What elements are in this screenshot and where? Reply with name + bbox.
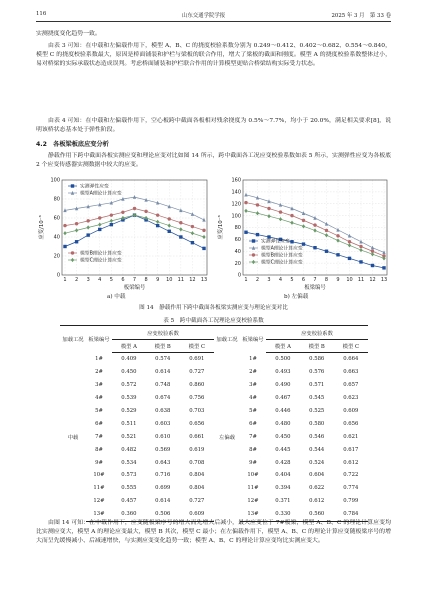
x-tick-label: 3 (86, 277, 90, 283)
x-tick-label: 2 (255, 277, 260, 283)
data-point (98, 223, 101, 227)
x-tick-label: 1 (244, 277, 248, 283)
data-point (256, 203, 259, 206)
paragraph-4: 由图 14 可知：在中载作用下，应变随板梁序号的增大而先增大后减小，最大应变位于 7#板梁，模型 A、B、C 的理论计算应变均比实测应变大，模型 A 的理论应变最大，模型 B 其次，模型 C 最小；在左偏载作用下，模型 A、B、C 的理论计算应变随板梁序号的增大而呈先缓慢减小、后减速增快，与实测应变变化趋势一致；模型 A、B、C 的理论计算应变均比实测应变大。 (36, 520, 391, 545)
data-point (191, 241, 194, 244)
y-tick-label: 40 (234, 248, 241, 255)
cell-value: 0.446 (275, 408, 291, 414)
beam-number: 11# (247, 485, 259, 492)
y-tick-label: 20 (53, 253, 60, 260)
cell-value: 0.525 (309, 408, 325, 414)
condition-left-eccentric: 左偏载 (219, 434, 235, 441)
x-tick-label: 11 (177, 277, 185, 283)
cell-value: 0.467 (275, 395, 291, 402)
paragraph-0: 实测挠度变化趋势一致。 (36, 31, 101, 37)
cell-value: 0.727 (189, 498, 205, 505)
beam-number: 1# (95, 356, 103, 363)
header-group-left: 应变校验系数 (112, 326, 214, 340)
y-tick-label: 100 (50, 177, 60, 184)
x-tick-label: 7 (313, 277, 317, 283)
data-point (244, 231, 247, 234)
legend-label: 模型C理论计算应变 (261, 260, 303, 266)
data-point (302, 224, 305, 228)
cell-value: 0.661 (189, 433, 205, 440)
cell-value: 0.371 (275, 498, 291, 505)
beam-number: 5# (249, 408, 257, 414)
cell-value: 0.603 (155, 420, 171, 427)
x-tick-label: 10 (166, 277, 173, 283)
beam-number: 4# (249, 395, 257, 402)
data-point (359, 248, 362, 252)
data-point (290, 221, 293, 225)
data-point (290, 214, 293, 217)
subcaption-a: a) 中载 (107, 294, 126, 300)
data-point (348, 257, 351, 260)
data-point (179, 235, 182, 238)
data-point (267, 214, 270, 218)
cell-value: 0.774 (343, 485, 359, 492)
data-point (202, 247, 205, 250)
beam-number: 5# (95, 408, 103, 414)
cell-value: 0.799 (343, 498, 359, 505)
header-beam: 板梁编号 (86, 326, 112, 353)
cell-value: 0.572 (121, 382, 137, 389)
cell-value: 0.571 (309, 382, 325, 389)
cell-value: 0.545 (309, 395, 325, 402)
data-point (86, 233, 89, 236)
x-tick-label: 11 (357, 277, 365, 283)
data-point (279, 217, 282, 221)
cell-value: 0.612 (343, 459, 359, 466)
beam-number: 6# (249, 420, 257, 427)
y-tick-label: 100 (231, 213, 241, 220)
paragraph-1: 由表 3 可知：在中载和左偏载作用下，模型 A、B、C 的挠度校验系数分别为 0.249～0.412、0.402～0.682、0.554～0.840，模型 C 的挠度校验系数最大，原因是桥面铺装和护栏与梁板的联合作用，增大了梁板的截面和刚度。模型 A 的挠度校验系数整体过小，易对桥梁的实际承载状态造成误判。考虑桥面铺装和护栏联合作用的计算模型更贴合桥梁结构实际受力状态。 (36, 43, 391, 68)
cell-value: 0.656 (343, 420, 359, 427)
data-point (133, 195, 136, 199)
header-model-a: 模型 A (112, 340, 146, 353)
chart-mid-load (36, 176, 211, 291)
x-tick-label: 9 (156, 277, 160, 283)
x-tick-label: 13 (200, 277, 208, 283)
data-point (179, 221, 182, 224)
table-title: 表 5 跨中截面各工况理论应变校验系数 (163, 318, 264, 324)
x-tick-label: 4 (278, 277, 283, 283)
beam-number: 13# (86, 508, 112, 521)
cell-value: 0.804 (189, 485, 205, 492)
data-point (371, 246, 374, 250)
cell-value: 0.445 (275, 446, 291, 453)
data-point (371, 252, 374, 256)
beam-number: 6# (95, 420, 103, 427)
x-tick-label: 6 (301, 277, 306, 283)
cell-value: 0.330 (266, 508, 300, 521)
beam-number: 10# (93, 472, 105, 479)
data-point (202, 235, 205, 239)
beam-number: 8# (95, 446, 103, 453)
cell-value: 0.576 (309, 369, 325, 376)
header-model-c: 模型 C (180, 340, 214, 353)
subcaption-b: b) 左偏载 (284, 294, 309, 300)
data-point (267, 207, 270, 210)
data-point (325, 229, 328, 232)
cell-value: 0.860 (189, 382, 205, 389)
x-axis-label: 板梁编号 (123, 285, 146, 291)
x-axis-label: 板梁编号 (304, 285, 326, 291)
data-point (110, 219, 113, 223)
x-tick-label: 13 (380, 277, 388, 283)
data-point (202, 229, 205, 232)
beam-number: 12# (93, 498, 105, 505)
running-header (36, 11, 391, 22)
y-tick-label: 60 (234, 237, 241, 244)
data-point (191, 231, 194, 235)
data-point (75, 240, 78, 243)
data-point (325, 233, 328, 237)
data-point (336, 238, 339, 242)
beam-number: 9# (249, 459, 257, 466)
cell-value: 0.621 (343, 433, 359, 440)
cell-value: 0.619 (189, 446, 205, 453)
beam-number: 3# (249, 382, 257, 389)
cell-value: 0.609 (343, 408, 359, 414)
strain-check-table (60, 325, 368, 522)
data-point (313, 228, 316, 232)
x-tick-label: 4 (98, 277, 102, 283)
cell-value: 0.727 (189, 369, 205, 376)
data-point (359, 240, 362, 244)
data-point (252, 260, 255, 264)
data-point (156, 224, 159, 227)
cell-value: 0.524 (309, 459, 325, 466)
data-point (382, 266, 385, 269)
data-point (110, 223, 113, 226)
cell-value: 0.699 (155, 485, 171, 492)
beam-number: 7# (95, 433, 103, 440)
data-point (63, 224, 66, 227)
cell-value: 0.534 (121, 459, 137, 466)
y-axis-label: 应变/10⁻⁶ (39, 215, 45, 240)
data-point (252, 239, 255, 242)
data-point (313, 246, 316, 249)
data-point (133, 207, 136, 210)
beam-number: 13# (240, 508, 266, 521)
data-point (86, 219, 89, 222)
cell-value: 0.394 (275, 485, 291, 492)
journal-name: 山东交通学院学报 (182, 13, 226, 19)
cell-value: 0.450 (275, 433, 291, 440)
beam-number: 4# (95, 395, 103, 402)
cell-value: 0.560 (300, 508, 334, 521)
data-point (244, 209, 247, 213)
cell-value: 0.500 (275, 356, 291, 363)
beam-number: 11# (93, 485, 105, 492)
data-point (256, 233, 259, 236)
data-point (256, 211, 259, 215)
data-point (302, 242, 305, 245)
data-point (252, 253, 255, 256)
cell-value: 0.521 (121, 433, 137, 440)
cell-value: 0.580 (309, 420, 325, 427)
cell-value: 0.657 (343, 382, 359, 389)
x-tick-label: 3 (267, 277, 271, 283)
legend-label: 模型C理论计算应变 (80, 258, 122, 264)
cell-value: 0.612 (309, 498, 325, 505)
cell-value: 0.511 (121, 420, 137, 427)
issue-info: 2025 年 3 月 第 33 卷 (331, 13, 391, 19)
cell-value: 0.546 (309, 433, 325, 440)
legend-label: 实测弹性应变 (80, 184, 109, 190)
data-point (302, 219, 305, 222)
y-tick-label: 0 (56, 272, 60, 279)
paragraph-2: 由表 4 可知：在中载和左偏载作用下，空心板跨中截面各板相对残余挠度为 0.5%～7.7%，均小于 20.0%，满足相关要求[8]，说明该桥状态基本处于弹性阶段。 (36, 118, 391, 134)
beam-number: 10# (247, 472, 259, 479)
chart-left-eccentric-load (215, 176, 391, 291)
data-point (156, 220, 159, 224)
data-point (348, 240, 351, 243)
data-point (325, 222, 328, 226)
data-point (348, 234, 351, 238)
data-point (168, 230, 171, 233)
legend-label: 模型B理论计算应变 (261, 253, 303, 259)
beam-number: 8# (249, 446, 257, 453)
cell-value: 0.708 (189, 459, 205, 466)
legend-label: 实测弹性应变 (261, 239, 290, 245)
data-point (63, 231, 66, 235)
cell-value: 0.409 (121, 356, 137, 363)
data-point (336, 234, 339, 237)
x-tick-label: 12 (369, 277, 376, 283)
legend-label: 模型A理论计算应变 (80, 191, 122, 197)
x-tick-label: 5 (290, 277, 294, 283)
cell-value: 0.544 (309, 446, 325, 453)
legend-label: 模型A理论计算应变 (261, 246, 303, 252)
table-body (60, 353, 368, 522)
data-point (348, 243, 351, 247)
beam-number: 2# (95, 369, 103, 376)
y-tick-label: 140 (231, 189, 241, 196)
data-point (75, 228, 78, 232)
y-tick-label: 120 (231, 201, 241, 208)
x-tick-label: 7 (132, 277, 137, 283)
cell-value: 0.748 (155, 382, 171, 389)
cell-value: 0.617 (343, 446, 359, 453)
cell-value: 0.716 (155, 472, 171, 479)
data-point (359, 260, 362, 263)
cell-value: 0.664 (343, 356, 359, 363)
data-point (279, 210, 282, 213)
data-point (336, 253, 339, 256)
x-tick-label: 12 (189, 277, 196, 283)
data-point (290, 240, 293, 243)
cell-value: 0.573 (121, 472, 137, 479)
cell-value: 0.784 (334, 508, 368, 521)
cell-value: 0.490 (275, 382, 291, 389)
data-point (313, 223, 316, 226)
x-tick-label: 8 (324, 277, 329, 283)
cell-value: 0.638 (155, 408, 171, 414)
header-model-b: 模型 B (300, 340, 334, 353)
cell-value: 0.555 (121, 485, 137, 492)
cell-value: 0.482 (121, 446, 137, 453)
data-point (371, 264, 374, 267)
y-tick-label: 20 (234, 260, 241, 267)
data-point (71, 184, 74, 187)
cell-value: 0.480 (275, 420, 291, 427)
data-point (168, 224, 171, 228)
x-tick-label: 2 (74, 277, 79, 283)
cell-value: 0.539 (121, 395, 137, 402)
cell-value: 0.493 (275, 369, 291, 376)
data-point (325, 250, 328, 253)
cell-value: 0.756 (189, 395, 205, 402)
cell-value: 0.804 (189, 472, 205, 479)
data-point (98, 228, 101, 231)
cell-value: 0.663 (343, 369, 359, 376)
header-beam-right: 板梁编号 (240, 326, 266, 353)
beam-number: 3# (95, 382, 103, 389)
x-tick-label: 8 (144, 277, 148, 283)
paragraph-3: 静载作用下跨中截面各板实测应变和理论应变对比如图 14 所示，跨中截面各工况应变校验系数如表 5 所示，实测弹性应变为各板底 2 个应变传感器实测数据中较大的应变。 (36, 153, 391, 169)
data-point (359, 245, 362, 248)
header-model-b: 模型 B (146, 340, 180, 353)
data-point (144, 210, 147, 213)
legend-label: 模型B理论计算应变 (80, 251, 122, 257)
header-group-right: 应变校验系数 (266, 326, 368, 340)
cell-value: 0.614 (155, 369, 171, 376)
x-tick-label: 10 (346, 277, 353, 283)
y-tick-label: 60 (53, 215, 60, 222)
x-tick-label: 1 (63, 277, 67, 283)
y-tick-label: 40 (53, 234, 60, 241)
data-point (63, 245, 66, 248)
cell-value: 0.614 (155, 498, 171, 505)
data-point (156, 213, 159, 216)
cell-value: 0.360 (112, 508, 146, 521)
cell-value: 0.428 (275, 459, 291, 466)
data-point (121, 211, 124, 214)
cell-value: 0.604 (309, 472, 325, 479)
x-tick-label: 5 (109, 277, 113, 283)
cell-value: 0.656 (189, 420, 205, 427)
y-tick-label: 80 (234, 225, 241, 232)
data-point (86, 225, 89, 229)
cell-value: 0.529 (121, 408, 137, 414)
data-point (179, 227, 182, 231)
cell-value: 0.643 (155, 459, 171, 466)
legend (249, 238, 303, 266)
cell-value: 0.586 (309, 356, 325, 363)
cell-value: 0.457 (121, 498, 137, 505)
cell-value: 0.609 (180, 508, 214, 521)
cell-value: 0.674 (155, 395, 171, 402)
data-point (71, 258, 74, 262)
cell-value: 0.574 (155, 356, 171, 363)
data-point (110, 213, 113, 216)
figure-caption: 图 14 静载作用下跨中截面各板梁实测应变与理论应变对比 (139, 305, 288, 311)
data-point (244, 193, 247, 197)
y-tick-label: 160 (231, 177, 241, 184)
data-point (267, 235, 270, 238)
data-point (336, 228, 339, 232)
cell-value: 0.569 (155, 446, 171, 453)
data-point (191, 225, 194, 228)
data-point (168, 217, 171, 220)
cell-value: 0.610 (155, 433, 171, 440)
beam-number: 1# (249, 356, 257, 363)
cell-value: 0.404 (275, 472, 291, 479)
cell-value: 0.506 (146, 508, 180, 521)
header-model-c: 模型 C (334, 340, 368, 353)
cell-value: 0.691 (189, 356, 205, 363)
header-condition-right: 加载工况 (214, 326, 240, 353)
header-condition: 加载工况 (60, 326, 86, 353)
x-tick-label: 6 (121, 277, 125, 283)
condition-mid-load: 中载 (67, 434, 79, 441)
header-model-a: 模型 A (266, 340, 300, 353)
data-point (98, 216, 101, 219)
data-point (244, 201, 247, 204)
beam-number: 7# (249, 433, 257, 440)
cell-value: 0.450 (121, 369, 137, 376)
beam-number: 12# (247, 498, 259, 505)
cell-value: 0.703 (189, 408, 205, 414)
beam-number: 9# (95, 459, 103, 466)
cell-value: 0.722 (343, 472, 359, 479)
y-axis-label: 应变/10⁻⁶ (218, 215, 224, 240)
section-heading: 4.2 各板梁板底应变分析 (36, 141, 109, 148)
x-tick-label: 9 (336, 277, 340, 283)
table-row (60, 353, 368, 366)
cell-value: 0.623 (343, 395, 359, 402)
data-point (75, 222, 78, 225)
beam-number: 2# (249, 369, 257, 376)
page-number: 116 (36, 11, 47, 17)
y-tick-label: 80 (53, 196, 60, 203)
data-point (71, 251, 74, 254)
y-tick-label: 0 (237, 272, 241, 279)
cell-value: 0.622 (309, 485, 325, 492)
